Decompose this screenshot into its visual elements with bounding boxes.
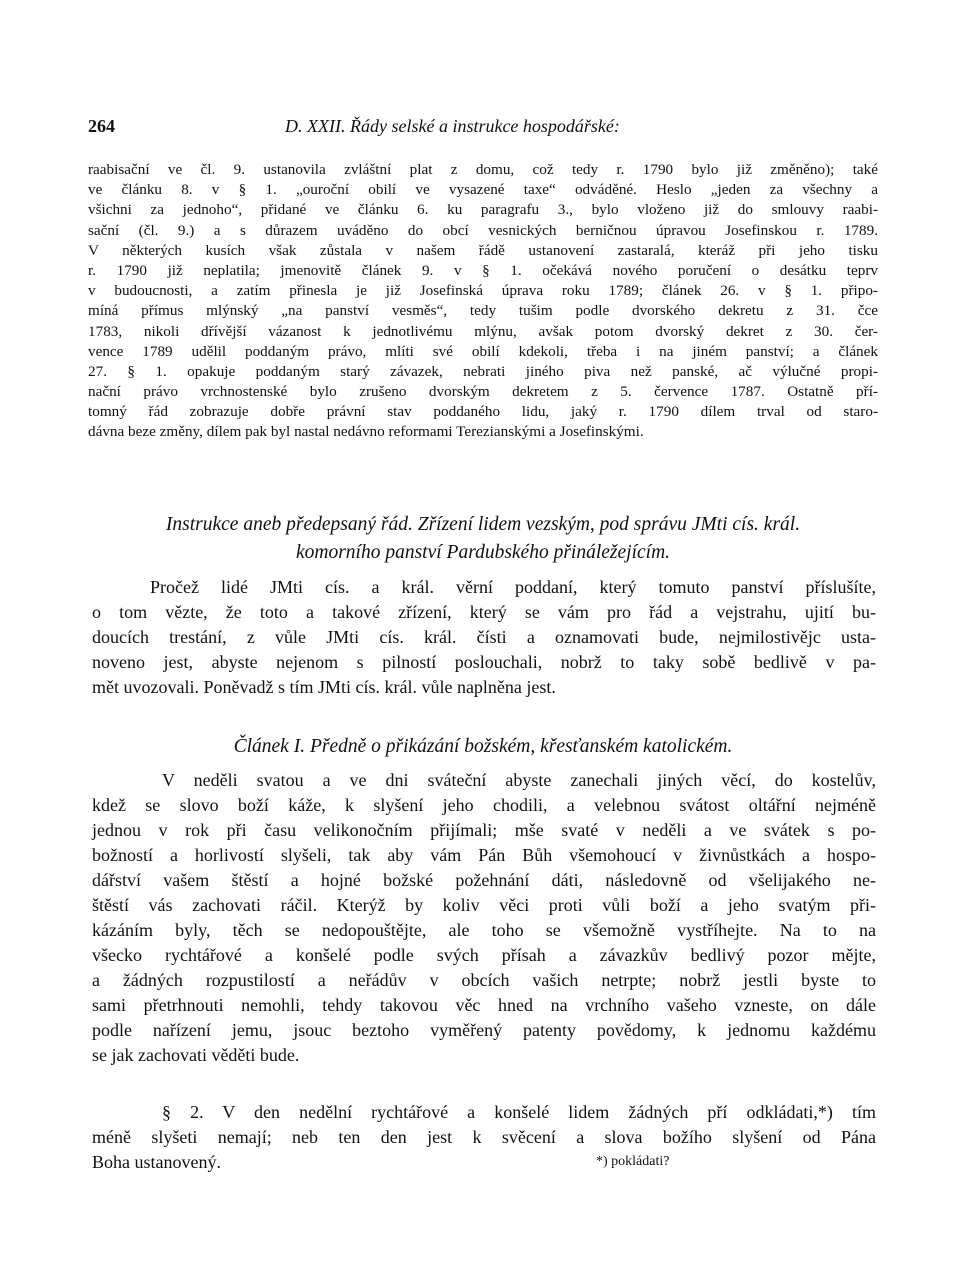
article-line: podle nařízení jemu, jsouc beztoho vyměřený patenty povědomy, k jednomu každému [92, 1020, 876, 1040]
preamble-line: mět uvozovali. Poněvadž s tím JMti cís. král. vůle naplněna jest. [92, 677, 556, 697]
intro-line: r. 1790 již neplatila; jmenovitě článek 9. v § 1. očekává nového poručení o desátku teprv [88, 261, 878, 279]
intro-line: vence 1789 udělil poddaným právo, mlíti své obilí kdekoli, třeba i na jiném panství; a článek [88, 342, 878, 360]
preamble-paragraph [92, 575, 876, 700]
section-2-line: Boha ustanovený. [92, 1152, 221, 1172]
article-line: dářství vašem štěstí a hojné božské požehnání dáti, následovně od všelijakého ne- [92, 870, 876, 890]
intro-commentary [88, 160, 878, 443]
article-line: všecko rychtářové a konšelé podle svých přísah a závazkův bedlivý pozor mějte, [92, 945, 876, 965]
intro-line: míná přímus mlýnský „na panství vesměs“, tedy tušim podle dvorského dekretu z 31. čce [88, 302, 878, 320]
preamble-line: o tom vězte, že toto a takové zřízení, který se vám pro řád a vejstrahu, ujití bu- [92, 602, 876, 622]
section-2-line: méně slyšeti nemají; neb ten den jest k svěcení a slova božího slyšení od Pána [92, 1127, 876, 1147]
page-number: 264 [88, 116, 115, 136]
intro-line: všichni za jednoho“, přidané ve článku 6. ku paragrafu 3., bylo vloženo již do smlouvy raabi- [88, 201, 878, 219]
preamble-line: Pročež lidé JMti cís. a král. věrní poddaní, který tomuto panství příslušíte, [150, 577, 876, 597]
running-head: D. XXII. Řády selské a instrukce hospodářské: [285, 116, 620, 136]
instruction-title-line-1: Instrukce aneb předepsaný řád. Zřízení lidem vezským, pod správu JMti cís. král. [165, 514, 801, 535]
page-header [88, 116, 878, 140]
intro-line: v budoucnosti, a zatím přinesla je již Josefinská úprava roku 1789; článek 26. v § 1. připo- [88, 282, 878, 300]
section-2-line: § 2. V den nedělní rychtářové a konšelé lidem žádných pří odkládati,*) tím [162, 1102, 876, 1122]
article-line: kázáním byly, těch se nedopouštějte, ale toho se všemožně vystříhejte. Na to na [92, 920, 876, 940]
intro-line: 27. § 1. opakuje poddaným starý závazek, nebrati jiného piva než panské, ač výlučné propi- [88, 362, 878, 380]
intro-line: sační (čl. 9.) a s důrazem uváděno do obcí vesnických berničnou úpravou Josefinskou r. 1789. [88, 221, 878, 239]
intro-line: nační právo vrchnostenské bylo zrušeno dvorským dekretem z 5. července 1787. Ostatně pří- [88, 383, 878, 401]
article-line: sami přetrhnouti nemohli, tehdy takovou věc hned na vrchního vašeho vzneste, on dále [92, 995, 876, 1015]
intro-line: V některých kusích však zůstala v našem řádě ustanovení zastaralá, kteráž při jeho tisku [88, 241, 878, 259]
intro-line: dávna beze změny, dílem pak byl nastal nedávno reformami Terezianskými a Josefinskými. [88, 423, 644, 441]
preamble-line: doucích trestání, z vůle JMti cís. král. čísti a oznamovati bude, nejmilostivějc usta- [92, 627, 876, 647]
article-line: a žádných rozpustilostí a neřádův v obcích vašich netrpte; nobrž jestli byste to [92, 970, 876, 990]
preamble-line: noveno jest, abyste nejenom s pilností poslouchali, nobrž to taky sobě bedlivě v pa- [92, 652, 876, 672]
article-line: V neděli svatou a ve dni sváteční abyste zanechali jiných věcí, do kostelův, [162, 770, 876, 790]
intro-line: raabisační ve čl. 9. ustanovila zvláštní plat z domu, což tedy r. 1790 bylo již změněno); také [88, 161, 878, 178]
article-line: božností a horlivostí slyšeli, tak aby vám Pán Bůh všemohoucí v živnůstkách a hospo- [92, 845, 876, 865]
intro-line: ve článku 8. v § 1. „ouroční obilí ve vysazené taxe“ odváděné. Heslo „jeden za všechny a [88, 181, 878, 199]
article-line: kdež se slovo boží káže, k slyšení jeho chodili, a velebnou svátost oltářní nejméně [92, 795, 876, 815]
article-line: jednou v rok při času velikonočním přijímali; mše svaté v neděli a ve svátek s po- [92, 820, 876, 840]
section-2-paragraph [92, 1100, 876, 1175]
intro-line: tomný řád zobrazuje dobře právní stav poddaného lidu, jaký r. 1790 dílem trval od staro- [88, 403, 878, 421]
article-paragraph [92, 768, 876, 1068]
footnote: *) pokládati? [596, 1154, 670, 1169]
article-line: štěstí vás zachovati ráčil. Kterýž by koliv věci proti vůli boží a jeho svatým při- [92, 895, 876, 915]
article-title: Článek I. Předně o přikázání božském, křesťanském katolickém. [233, 736, 733, 757]
article-line: se jak zachovati věděti bude. [92, 1045, 300, 1065]
instruction-title-line-2: komorního panství Pardubského přináležejícím. [295, 542, 671, 563]
intro-line: 1783, nikoli dřívější vázanost k jednotlivému mlýnu, avšak potom dvorský dekret z 30. čer- [88, 322, 878, 340]
